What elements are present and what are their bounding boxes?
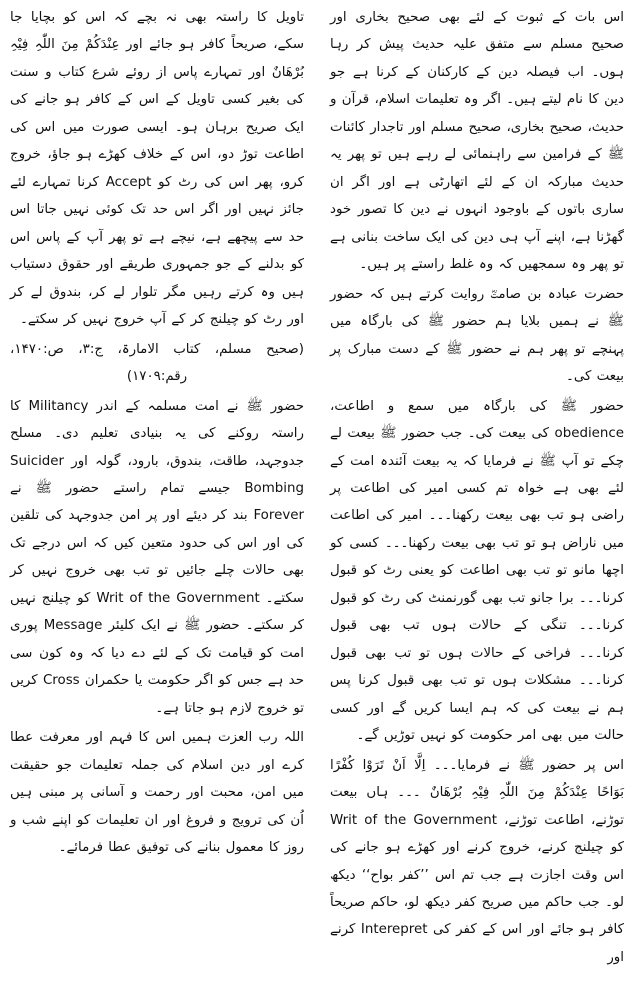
paragraph-right-4: اس پر حضور ﷺ نے فرمایا۔۔۔ اِلَّا اَنْ تَرَوْا کُفْرًا بَوَاحًا عِنْدَکُمْ مِنَ اللّٰہِ فِیْہِ بُرْھَانٌ ۔۔۔ ہاں بیعت توڑنے، اطاعت توڑنے، Writ of the Government کو چیلنج کرنے، خروج کرنے اور کھڑے ہو جانے کی اس وقت اجازت ہے جب تم اس ’’کفر بواح‘‘ دیکھ لو۔ جب حاکم میں صریح کفر دیکھ لو، حاکم صریحاً کافر ہو جائے اور اس کے کفر کی Interepret کرنے اور (330, 757, 624, 965)
paragraph-right-1: اس بات کے ثبوت کے لئے بھی صحیح بخاری اور صحیح مسلم سے متفق علیہ حدیث پیش کر رہا ہوں۔ اب فیصلہ دین کے کارکنان کے کرنا ہے جو دین کا نام لیتے ہیں۔ اگر وہ تعلیمات اسلام، قرآن و حدیث، صحیح بخاری، صحیح مسلم اور تاجدار کائنات ﷺ کے فرامین سے راہنمائی لے رہے ہیں تو پھر یہ حدیث مبارکہ ان کے لئے اتھارٹی ہے اور اگر ان ساری باتوں کے باوجود انہوں نے دین کا تصور خود گھڑنا ہے، اپنے آپ ہی دین کی ایک ساخت بنانی ہے تو پھر وہ سمجھیں کہ وہ غلط راستے پر ہیں۔ (330, 10, 624, 273)
paragraph-right-3: حضور ﷺ کی بارگاہ میں سمع و اطاعت، obedience کی بیعت کی۔ جب حضور ﷺ بیعت لے چکے تو آپ ﷺ نے فرمایا کہ یہ بیعت آئندہ امت کے لئے بھی ہے خواہ تم کسی امیر کی اطاعت پر راضی ہو تب بھی بیعت رکھنا۔۔۔ امیر کی اطاعت میں ناراض ہو تو تب بھی بیعت رکھنا۔۔۔ کسی کو اچھا مانو تو تب بھی اطاعت کو یعنی رٹ کو قبول کرنا۔۔۔ برا جانو تب بھی گورنمنٹ کی رٹ کو قبول کرنا۔۔۔ تنگی کے حالات ہوں تب بھی قبول کرنا۔۔۔ فراخی کے حالات ہوں تو تب بھی قبول کرنا۔۔۔ مشکلات ہوں تو تب بھی قبول کرنا پس ہم نے بیعت کی کہ ہم ایسا کریں گے اور کسی حالت میں بھی امر حکومت کو نہیں توڑیں گے۔ (330, 398, 624, 744)
paragraph-right-2: حضرت عبادہ بن صامتؓ روایت کرتے ہیں کہ حضور ﷺ نے ہمیں بلایا ہم حضور ﷺ کی بارگاہ میں پہنچے تو پھر ہم نے حضور ﷺ کے دست مبارک پر بیعت کی۔ (330, 286, 624, 385)
right-column (330, 4, 624, 988)
left-column (10, 4, 304, 988)
hadith-reference: (صحیح مسلم، کتاب الامارۃ، ج:۳، ص:۱۴۷۰، رقم:۱۷۰۹) (10, 341, 304, 385)
paragraph-left-1: تاویل کا راستہ بھی نہ بچے کہ اس کو بچایا جا سکے، صریحاً کافر ہو جائے اور عِنْدَکُمْ مِنَ اللّٰہِ فِیْہِ بُرْھَانٌ اور تمہارے پاس از روئے شرع کتاب و سنت کی بغیر کسی تاویل کے اس کے کافر ہو جانے کی ایک صریح برہان ہو۔ ایسی صورت میں اس کی اطاعت توڑ دو، اس کے خلاف کھڑے ہو جاؤ، خروج کرو، پھر اس کی رٹ کو Accept کرنا تمہارے لئے جائز نہیں اور اگر اس حد تک کوئی نہیں جاتا اس حد سے پیچھے ہے، نیچے ہے تو پھر آپ کے پاس اس کو بدلنے کے جو جمہوری طریقے اور حقوق دستیاب ہیں وہ کرتے رہیں مگر تلوار لے کر، بندوق لے کر اور رٹ کو چیلنج کر کے آپ خروج نہیں کر سکتے۔ (10, 10, 304, 328)
closing-prayer-paragraph: اللہ رب العزت ہمیں اس کا فہم اور معرفت عطا کرے اور دین اسلام کی جملہ تعلیمات جو حقیقت میں امن، محبت اور رحمت و آسانی پر مبنی ہیں اُن کی ترویج و فروغ اور ان تعلیمات کو اپنے شب و روز کا معمول بنانے کی توفیق عطا فرمائے۔ (10, 730, 304, 856)
paragraph-left-2: حضور ﷺ نے امت مسلمہ کے اندر Militancy کا راستہ روکنے کی یہ بنیادی تعلیم دی۔ مسلح جدوجہد، طاقت، بندوق، بارود، گولہ اور Suicider Bombing جیسے تمام راستے حضور ﷺ نے Forever بند کر دیئے اور پر امن جدوجہد کی تلقین کی اور اس کی حدود متعین کیں کہ اس درجے تک بھی حالات چلے جائیں تو تب بھی خروج نہیں کر سکتے۔ Writ of the Government کو چیلنج نہیں کر سکتے۔ حضور ﷺ نے ایک کلیئر Message پوری امت کو قیامت تک کے لئے دے دیا کہ وہ کون سی حد ہے جس کو اگر حکومت یا حکمران Cross کریں تو خروج لازم ہو جاتا ہے۔ (10, 398, 305, 716)
